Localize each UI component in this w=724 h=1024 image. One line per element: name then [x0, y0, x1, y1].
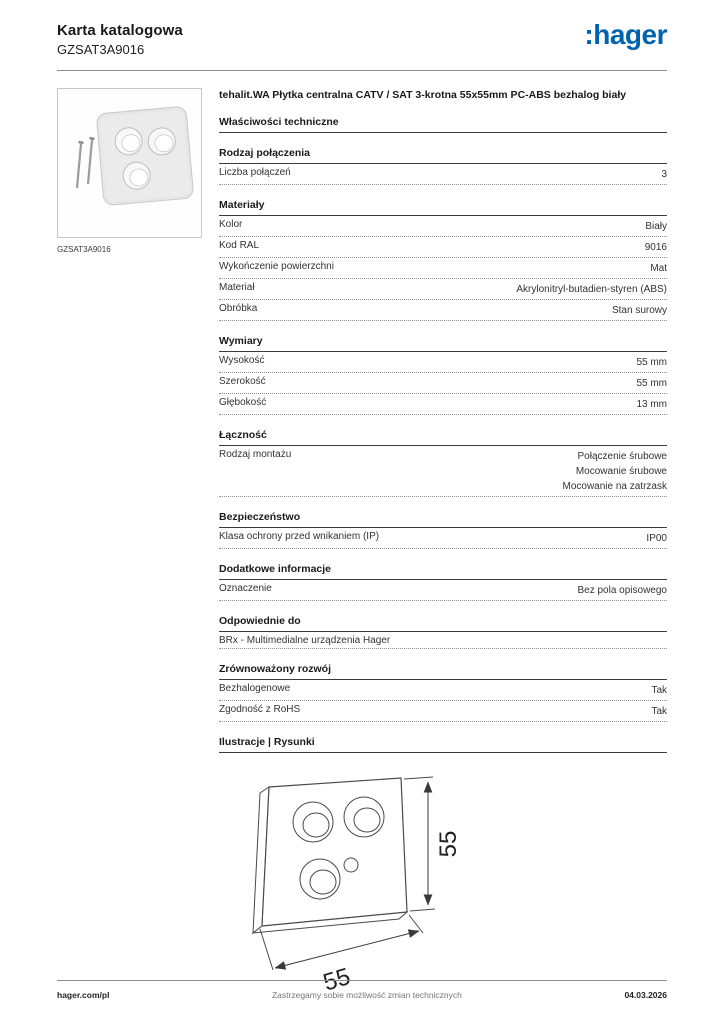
product-reference: GZSAT3A9016 — [57, 42, 145, 57]
section-title: Łączność — [219, 429, 667, 446]
right-column — [219, 88, 667, 1018]
page-footer — [57, 980, 667, 1000]
section-wymiary — [219, 335, 667, 415]
footer-divider — [57, 980, 667, 981]
section-title: Dodatkowe informacje — [219, 563, 667, 580]
section-title: Zrównoważony rozwój — [219, 663, 667, 680]
section-title: Wymiary — [219, 335, 667, 352]
product-photo — [57, 88, 202, 238]
spec-value: Połączenie śrubowe Mocowanie śrubowe Mocowanie na zatrzask — [562, 451, 667, 493]
spec-value: Stan surowy — [611, 305, 667, 317]
section-materialy — [219, 199, 667, 321]
spec-row — [219, 279, 667, 300]
spec-label: Kod RAL — [219, 240, 260, 252]
spec-row — [219, 701, 667, 722]
dimension-drawing — [223, 765, 471, 1013]
spec-row — [219, 216, 667, 237]
section-title: Rodzaj połączenia — [219, 147, 667, 164]
spec-value: Bez pola opisowego — [577, 585, 667, 597]
spec-row — [219, 528, 667, 549]
spec-row — [219, 394, 667, 415]
spec-label: Wysokość — [219, 355, 265, 367]
spec-label: Zgodność z RoHS — [219, 704, 301, 716]
spec-row — [219, 373, 667, 394]
spec-label: Oznaczenie — [219, 583, 272, 595]
spec-label: Rodzaj montażu — [219, 449, 292, 461]
content-area — [57, 88, 667, 1018]
left-column — [57, 88, 202, 1018]
section-title: Właściwości techniczne — [219, 116, 667, 133]
footer-disclaimer: Zastrzegamy sobie możliwość zmian technicznych — [271, 990, 462, 1000]
spec-value: Tak — [651, 685, 667, 697]
section-dodatkowe-informacje — [219, 563, 667, 601]
footer-website: hager.com/pl — [57, 990, 110, 1000]
spec-label: Wykończenie powierzchni — [219, 261, 334, 273]
section-odpowiednie-do — [219, 615, 667, 649]
title-block — [57, 22, 183, 57]
product-photo-illustration — [64, 96, 196, 230]
screws-illustration — [76, 138, 94, 188]
spec-row — [219, 164, 667, 185]
spec-row — [219, 258, 667, 279]
footer-date: 04.03.2026 — [624, 990, 667, 1000]
page-header — [57, 19, 667, 57]
hager-logo: :hager — [584, 19, 667, 50]
spec-value: Mat — [650, 263, 667, 275]
spec-value: IP00 — [646, 533, 667, 545]
section-ilustracje-rysunki — [219, 736, 667, 753]
spec-value: Tak — [651, 706, 667, 718]
spec-value: 13 mm — [636, 399, 667, 411]
spec-row — [219, 580, 667, 601]
spec-row — [219, 300, 667, 321]
spec-label: Kolor — [219, 219, 243, 231]
section-lacznosc — [219, 429, 667, 497]
spec-label: Bezhalogenowe — [219, 683, 291, 695]
page-title: Karta katalogowa — [57, 22, 183, 39]
spec-label: BRx - Multimedialne urządzenia Hager — [219, 635, 391, 647]
product-title: tehalit.WA Płytka centralna CATV / SAT 3-krotna 55x55mm PC-ABS bezhalog biały — [219, 89, 627, 101]
spec-label: Liczba połączeń — [219, 167, 291, 179]
spec-label: Materiał — [219, 282, 255, 294]
section-title: Bezpieczeństwo — [219, 511, 667, 528]
dim-height-label: 55 — [435, 830, 462, 858]
spec-row — [219, 680, 667, 701]
section-rodzaj-polaczenia — [219, 147, 667, 185]
section-title: Materiały — [219, 199, 667, 216]
spec-row — [219, 352, 667, 373]
section-zrownowazony-rozwoj — [219, 663, 667, 722]
spec-value: Akrylonitryl-butadien-styren (ABS) — [516, 284, 667, 296]
section-title: Odpowiednie do — [219, 615, 667, 632]
spec-label: Obróbka — [219, 303, 258, 315]
footer-row — [57, 990, 667, 1000]
spec-row — [219, 632, 667, 649]
photo-caption: GZSAT3A9016 — [57, 245, 111, 254]
spec-label: Głębokość — [219, 397, 267, 409]
header-divider — [57, 70, 667, 71]
spec-label: Klasa ochrony przed wnikaniem (IP) — [219, 531, 380, 543]
spec-value: 3 — [661, 169, 667, 181]
spec-value: 55 mm — [636, 378, 667, 390]
section-wlasciwosci-techniczne — [219, 116, 667, 133]
spec-sections — [219, 116, 667, 753]
spec-value: Biały — [645, 221, 667, 233]
spec-row — [219, 237, 667, 258]
spec-label: Szerokość — [219, 376, 266, 388]
spec-value: 55 mm — [636, 357, 667, 369]
section-title: Ilustracje | Rysunki — [219, 736, 667, 753]
spec-row — [219, 446, 667, 497]
section-bezpieczenstwo — [219, 511, 667, 549]
spec-value: 9016 — [644, 242, 667, 254]
dim-width-label: 55 — [320, 963, 354, 997]
